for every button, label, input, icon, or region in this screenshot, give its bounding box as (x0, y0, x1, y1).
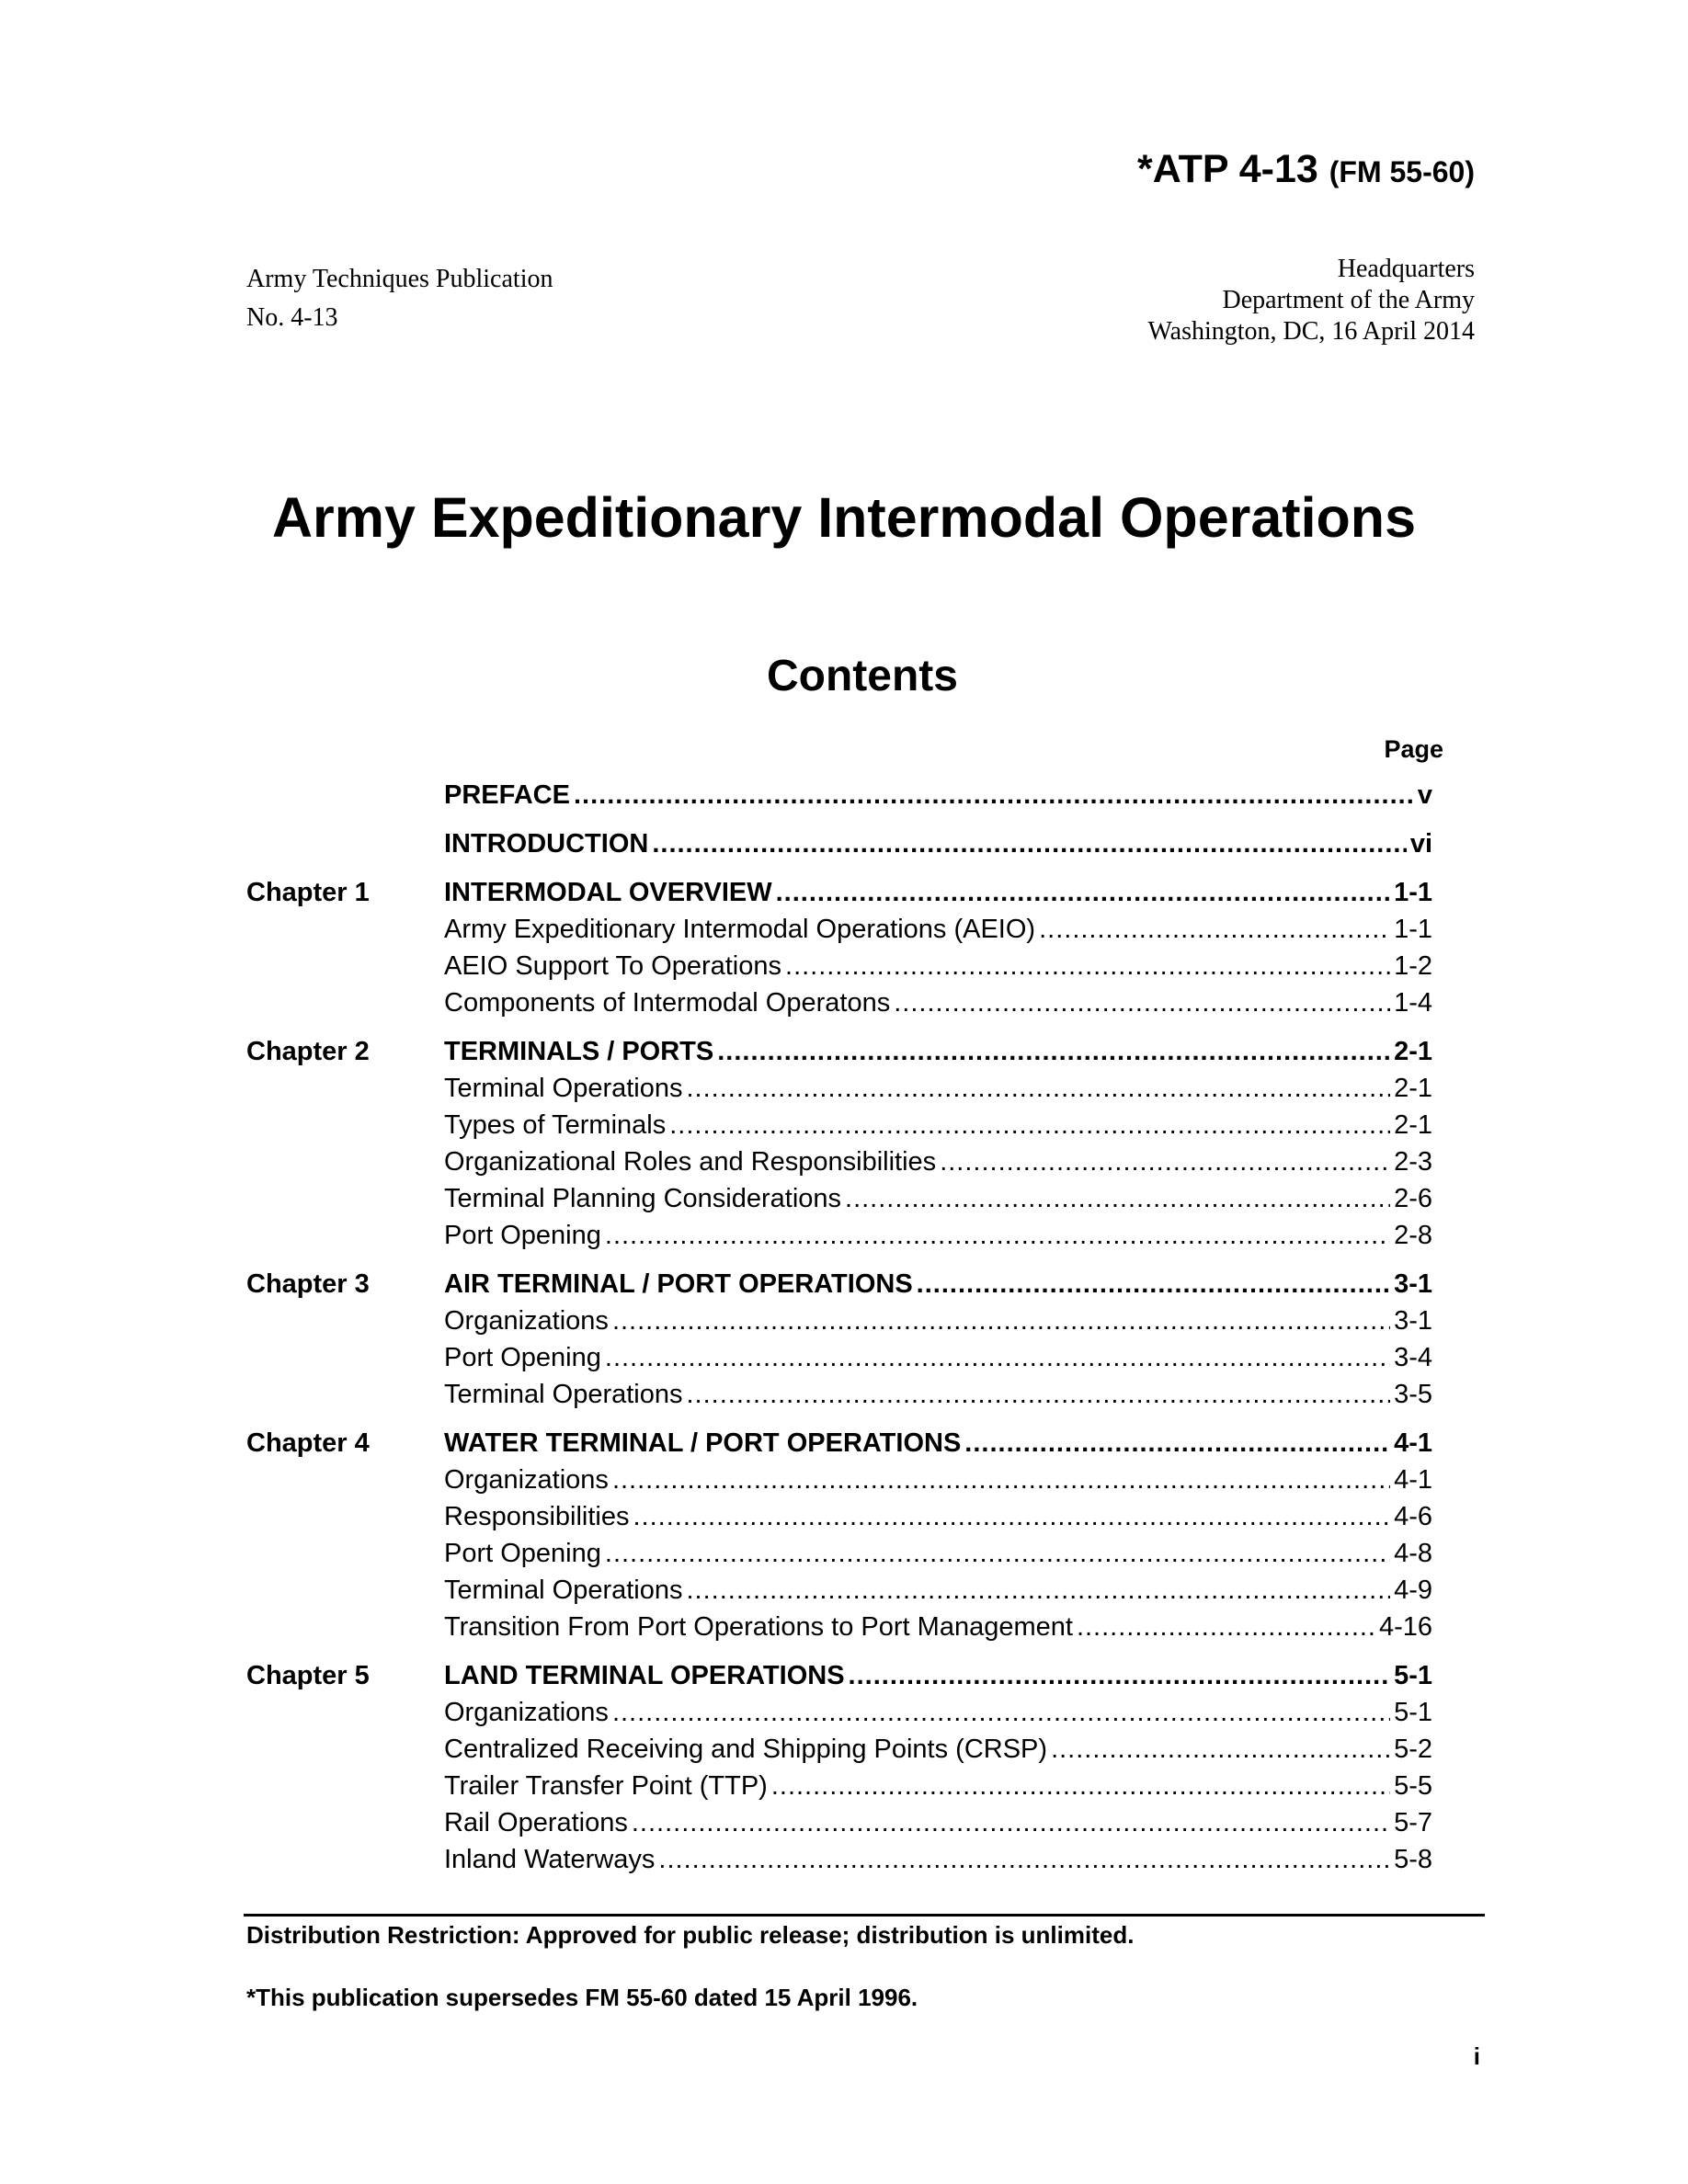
toc-dot-leader (574, 777, 1414, 813)
toc-section-entry[interactable] (246, 1070, 1432, 1107)
page-column-label: Page (1384, 735, 1443, 763)
toc-chapter-entry[interactable] (246, 1033, 1432, 1070)
distribution-restriction: Distribution Restriction: Approved for public release; distribution is unlimited. (246, 1921, 1135, 1949)
toc-entry-title: Centralized Receiving and Shipping Points (CRSP) (444, 1735, 1048, 1764)
toc-chapter-entry[interactable] (246, 1425, 1432, 1462)
toc-group (246, 1425, 1432, 1645)
toc-entry-page: 1-2 (1394, 951, 1432, 981)
publication-info (246, 260, 553, 337)
footer-divider (244, 1914, 1485, 1917)
toc-entry-title: Terminal Operations (444, 1380, 683, 1409)
toc-entry-title: Inland Waterways (444, 1845, 656, 1874)
toc-entry-page: 5-1 (1394, 1661, 1432, 1690)
toc-entry-title: AIR TERMINAL / PORT OPERATIONS (444, 1269, 913, 1299)
toc-dot-leader (894, 984, 1390, 1021)
toc-chapter-entry[interactable] (246, 1657, 1432, 1694)
toc-dot-leader (964, 1425, 1390, 1462)
supersedes-note: *This publication supersedes FM 55-60 dated 15 April 1996. (246, 1984, 918, 2011)
toc-chapter-entry[interactable] (246, 874, 1432, 911)
toc-entry-page: 4-8 (1394, 1539, 1432, 1568)
toc-chapter-label: Chapter 3 (246, 1269, 370, 1299)
toc-section-entry[interactable] (246, 1694, 1432, 1731)
toc-section-entry[interactable] (246, 1841, 1432, 1878)
toc-dot-leader (849, 1657, 1391, 1694)
toc-dot-leader (633, 1498, 1391, 1535)
toc-dot-leader (632, 1804, 1390, 1841)
headquarters-line: Headquarters (1337, 255, 1475, 283)
toc-section-entry[interactable] (246, 1498, 1432, 1535)
toc-entry-page: 2-1 (1394, 1110, 1432, 1140)
toc-chapter-entry[interactable] (246, 777, 1432, 813)
headquarters-info (1147, 254, 1475, 347)
toc-entry-title: Terminal Operations (444, 1575, 683, 1605)
toc-entry-title: Transition From Port Operations to Port Management (444, 1612, 1073, 1642)
toc-section-entry[interactable] (246, 1609, 1432, 1645)
toc-section-entry[interactable] (246, 1143, 1432, 1180)
toc-dot-leader (605, 1339, 1390, 1376)
toc-dot-leader (845, 1180, 1390, 1217)
document-id-main: *ATP 4-13 (1137, 147, 1318, 191)
toc-entry-page: 2-6 (1394, 1184, 1432, 1213)
contents-heading: Contents (767, 652, 958, 700)
publication-number: No. 4-13 (246, 303, 338, 332)
toc-group (246, 1033, 1432, 1254)
toc-section-entry[interactable] (246, 1731, 1432, 1768)
toc-dot-leader (687, 1376, 1391, 1413)
toc-group (246, 1657, 1432, 1878)
page-number: i (1473, 2042, 1480, 2070)
toc-section-entry[interactable] (246, 1107, 1432, 1143)
toc-entry-title: TERMINALS / PORTS (444, 1037, 714, 1066)
publication-type: Army Techniques Publication (246, 265, 553, 293)
toc-section-entry[interactable] (246, 1339, 1432, 1376)
toc-entry-page: 4-16 (1378, 1612, 1432, 1642)
toc-dot-leader (940, 1143, 1390, 1180)
toc-entry-title: INTERMODAL OVERVIEW (444, 878, 772, 907)
toc-dot-leader (1077, 1609, 1375, 1645)
toc-entry-page: 2-1 (1394, 1037, 1432, 1066)
toc-section-entry[interactable] (246, 911, 1432, 948)
toc-dot-leader (687, 1070, 1391, 1107)
toc-entry-page: 1-1 (1394, 915, 1432, 944)
toc-entry-title: Types of Terminals (444, 1110, 667, 1140)
toc-entry-page: 4-6 (1394, 1502, 1432, 1531)
toc-dot-leader (652, 825, 1406, 862)
department-line: Department of the Army (1222, 286, 1475, 314)
toc-entry-title: Organizations (444, 1306, 609, 1336)
toc-entry-title: Rail Operations (444, 1808, 628, 1837)
toc-dot-leader (612, 1462, 1390, 1498)
toc-entry-page: 5-5 (1394, 1771, 1432, 1801)
toc-entry-page: 3-4 (1394, 1343, 1432, 1372)
location-date-line: Washington, DC, 16 April 2014 (1147, 317, 1475, 346)
toc-chapter-label: Chapter 4 (246, 1428, 370, 1458)
toc-entry-title: Army Expeditionary Intermodal Operations (AEIO) (444, 915, 1036, 944)
toc-entry-title: WATER TERMINAL / PORT OPERATIONS (444, 1428, 962, 1458)
toc-entry-page: 2-8 (1394, 1221, 1432, 1250)
toc-entry-title: AEIO Support To Operations (444, 951, 782, 981)
toc-chapter-entry[interactable] (246, 825, 1432, 862)
toc-entry-page: 5-1 (1394, 1698, 1432, 1727)
document-id (1137, 147, 1475, 192)
toc-dot-leader (1051, 1731, 1390, 1768)
toc-chapter-label: Chapter 5 (246, 1661, 370, 1690)
toc-entry-page: 4-1 (1394, 1428, 1432, 1458)
toc-group (246, 777, 1432, 813)
toc-entry-page: 3-1 (1394, 1306, 1432, 1336)
document-title: Army Expeditionary Intermodal Operations (271, 486, 1416, 549)
toc-entry-page: 2-3 (1394, 1147, 1432, 1177)
toc-entry-title: LAND TERMINAL OPERATIONS (444, 1661, 845, 1690)
toc-entry-page: v (1417, 780, 1432, 810)
toc-dot-leader (669, 1107, 1390, 1143)
toc-entry-title: PREFACE (444, 780, 570, 810)
toc-section-entry[interactable] (246, 1768, 1432, 1804)
toc-entry-title: Port Opening (444, 1221, 601, 1250)
toc-entry-page: 3-1 (1394, 1269, 1432, 1299)
toc-entry-title: Trailer Transfer Point (TTP) (444, 1771, 768, 1801)
toc-entry-title: INTRODUCTION (444, 829, 649, 859)
toc-chapter-entry[interactable] (246, 1266, 1432, 1302)
toc-dot-leader (785, 948, 1390, 984)
toc-entry-title: Components of Intermodal Operatons (444, 988, 891, 1018)
toc-section-entry[interactable] (246, 1302, 1432, 1339)
toc-section-entry[interactable] (246, 1180, 1432, 1217)
toc-dot-leader (605, 1535, 1390, 1572)
toc-entry-page: 5-8 (1394, 1845, 1432, 1874)
toc-entry-title: Organizational Roles and Responsibilities (444, 1147, 937, 1177)
toc-entry-page: vi (1409, 829, 1432, 859)
toc-dot-leader (917, 1266, 1390, 1302)
document-id-superseded: (FM 55-60) (1329, 155, 1475, 188)
toc-entry-page: 1-4 (1394, 988, 1432, 1018)
table-of-contents (246, 777, 1432, 1890)
toc-entry-title: Organizations (444, 1698, 609, 1727)
toc-section-entry[interactable] (246, 984, 1432, 1021)
toc-entry-title: Terminal Planning Considerations (444, 1184, 842, 1213)
toc-dot-leader (1039, 911, 1390, 948)
toc-dot-leader (776, 874, 1390, 911)
toc-section-entry[interactable] (246, 1804, 1432, 1841)
toc-entry-page: 4-9 (1394, 1575, 1432, 1605)
toc-chapter-label: Chapter 2 (246, 1037, 370, 1066)
toc-entry-page: 3-5 (1394, 1380, 1432, 1409)
toc-dot-leader (612, 1694, 1390, 1731)
toc-entry-page: 2-1 (1394, 1074, 1432, 1103)
toc-dot-leader (605, 1217, 1390, 1254)
toc-group (246, 825, 1432, 862)
toc-section-entry[interactable] (246, 1217, 1432, 1254)
toc-entry-page: 4-1 (1394, 1465, 1432, 1495)
toc-section-entry[interactable] (246, 1376, 1432, 1413)
toc-dot-leader (612, 1302, 1390, 1339)
toc-section-entry[interactable] (246, 1462, 1432, 1498)
toc-entry-title: Terminal Operations (444, 1074, 683, 1103)
toc-chapter-label: Chapter 1 (246, 878, 370, 907)
toc-entry-page: 5-7 (1394, 1808, 1432, 1837)
toc-section-entry[interactable] (246, 1572, 1432, 1609)
toc-entry-title: Port Opening (444, 1343, 601, 1372)
toc-dot-leader (717, 1033, 1390, 1070)
toc-section-entry[interactable] (246, 1535, 1432, 1572)
toc-entry-page: 1-1 (1394, 878, 1432, 907)
toc-dot-leader (687, 1572, 1391, 1609)
toc-section-entry[interactable] (246, 948, 1432, 984)
toc-group (246, 1266, 1432, 1413)
toc-dot-leader (658, 1841, 1390, 1878)
toc-group (246, 874, 1432, 1021)
toc-entry-title: Port Opening (444, 1539, 601, 1568)
toc-entry-title: Organizations (444, 1465, 609, 1495)
toc-dot-leader (771, 1768, 1390, 1804)
toc-entry-page: 5-2 (1394, 1735, 1432, 1764)
toc-entry-title: Responsibilities (444, 1502, 630, 1531)
